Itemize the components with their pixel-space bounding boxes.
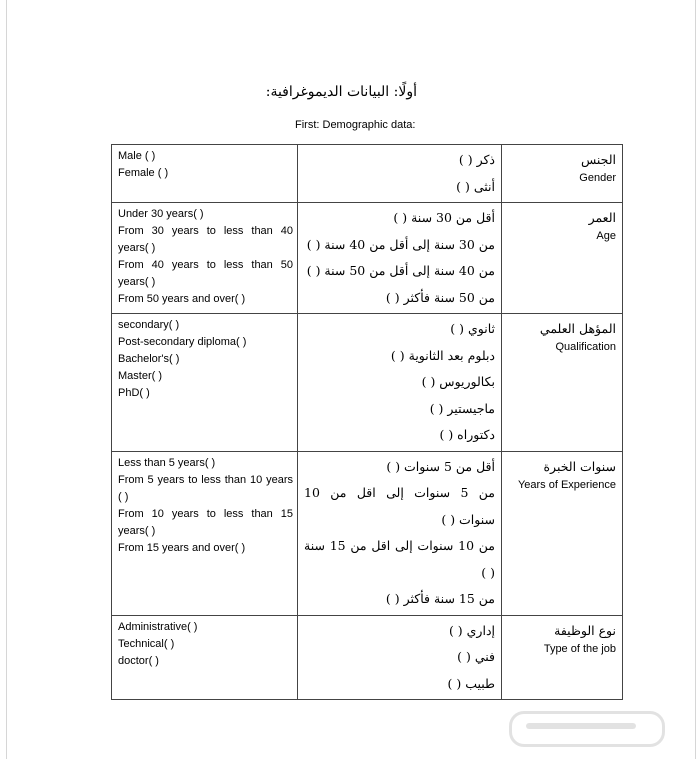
- option-arabic: ذكر ( ): [458, 152, 495, 167]
- option-arabic: من 15 سنة فأكثر ( ): [385, 591, 495, 606]
- option-english: Technical( ): [118, 637, 175, 650]
- option-english: From 40 years to less than 50 years( ): [118, 259, 293, 288]
- field-label-arabic: العمر: [588, 210, 616, 225]
- option-english: secondary( ): [118, 319, 180, 331]
- field-label-arabic: الجنس: [580, 152, 616, 167]
- option-arabic: دكتوراه ( ): [439, 427, 495, 442]
- option-english: Female ( ): [118, 167, 169, 179]
- option-arabic: ثانوي ( ): [450, 321, 495, 336]
- option-english: From 5 years to less than 10 years ( ): [118, 473, 293, 503]
- option-english: Master( ): [118, 370, 162, 382]
- options-arabic-cell: [298, 145, 502, 203]
- demographic-table: [111, 144, 623, 700]
- field-label-cell: [502, 615, 623, 700]
- option-arabic: من 30 سنة إلى أقل من 40 سنة ( ): [306, 236, 495, 252]
- options-english-cell: [112, 615, 298, 700]
- field-label-cell: [502, 451, 623, 615]
- option-english: PhD( ): [118, 387, 150, 399]
- option-english: Male ( ): [118, 150, 156, 162]
- heading-english: First: Demographic data:: [295, 119, 416, 131]
- option-arabic: ماجيستير ( ): [429, 400, 495, 416]
- option-arabic: من 50 سنة فأكثر ( ): [385, 289, 495, 305]
- option-english: Administrative( ): [118, 620, 198, 633]
- option-english: doctor( ): [118, 654, 159, 667]
- option-arabic: بكالوريوس ( ): [421, 374, 495, 389]
- options-arabic-cell: [298, 451, 502, 615]
- option-english: Under 30 years( ): [118, 208, 204, 220]
- options-english-cell: [112, 145, 298, 203]
- field-label-english: Gender: [579, 172, 616, 184]
- field-label-cell: [502, 314, 623, 452]
- options-arabic-cell: [298, 314, 502, 452]
- option-arabic: من 40 سنة إلى أقل من 50 سنة ( ): [306, 263, 495, 278]
- options-arabic-cell: [298, 203, 502, 314]
- option-arabic: إداري ( ): [448, 622, 495, 638]
- table-row: [112, 615, 623, 700]
- field-label-english: Years of Experience: [517, 478, 616, 491]
- option-arabic: دبلوم بعد الثانوية ( ): [390, 347, 495, 363]
- table-row: [112, 451, 623, 615]
- option-arabic: أنثى ( ): [456, 178, 495, 194]
- field-label-english: Type of the job: [543, 642, 616, 655]
- option-english: Post-secondary diploma( ): [118, 336, 247, 348]
- table-row: [112, 145, 623, 203]
- options-english-cell: [112, 203, 298, 314]
- option-arabic: أقل من 30 سنة ( ): [393, 210, 495, 225]
- field-label-arabic: المؤهل العلمي: [539, 321, 616, 336]
- options-arabic-cell: [298, 615, 502, 700]
- option-arabic: أقل من 5 سنوات ( ): [386, 458, 495, 474]
- field-label-english: Age: [596, 230, 616, 242]
- field-label-cell: [502, 145, 623, 203]
- watermark-logo: [509, 711, 665, 747]
- option-arabic: من 10 سنوات إلى اقل من 15 سنة ( ): [304, 538, 496, 580]
- options-english-cell: [112, 451, 298, 615]
- field-label-english: Qualification: [555, 341, 616, 353]
- field-label-arabic: نوع الوظيفة: [554, 622, 616, 638]
- heading-arabic: أولًا: البيانات الديموغرافية:: [265, 84, 417, 100]
- option-english: From 30 years to less than 40 years( ): [118, 225, 293, 254]
- option-english: From 15 years and over( ): [118, 541, 246, 554]
- option-english: From 10 years to less than 15 years( ): [118, 507, 293, 537]
- option-arabic: فني ( ): [457, 649, 495, 664]
- table-row: [112, 314, 623, 452]
- field-label-cell: [502, 203, 623, 314]
- option-english: Bachelor's( ): [118, 353, 180, 365]
- option-arabic: من 5 سنوات إلى اقل من 10 سنوات ( ): [304, 485, 496, 527]
- field-label-arabic: سنوات الخبرة: [543, 458, 616, 474]
- options-english-cell: [112, 314, 298, 452]
- option-english: From 50 years and over( ): [118, 293, 246, 305]
- option-arabic: طبيب ( ): [447, 675, 495, 691]
- option-english: Less than 5 years( ): [118, 456, 216, 469]
- document-page: [6, 0, 696, 759]
- table-row: [112, 203, 623, 314]
